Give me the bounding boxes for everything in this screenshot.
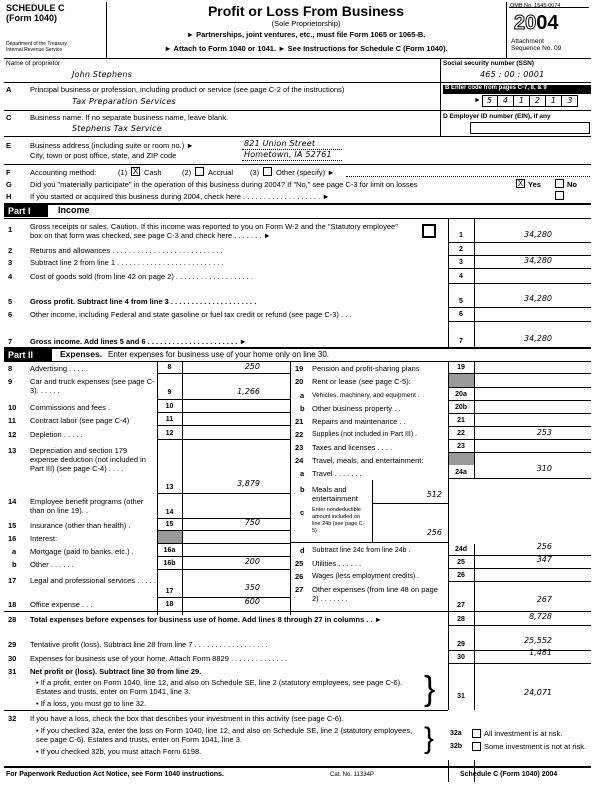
line-box-number: 19 (457, 364, 465, 371)
line-number: b (300, 485, 305, 494)
line-box-number: 1 (459, 232, 463, 239)
all-at-risk-label: All investment is at risk. (484, 729, 563, 738)
statutory-employee-checkbox[interactable] (422, 224, 436, 238)
business-profession[interactable]: Tax Preparation Services (72, 97, 176, 106)
line-box-number: 10 (165, 403, 174, 410)
line-number: 29 (8, 640, 17, 649)
line-box-number: 2 (459, 246, 463, 253)
cash-label: Cash (144, 168, 162, 177)
line-box-number: 31 (457, 693, 465, 700)
some-not-at-risk-label: Some investment is not at risk. (484, 742, 587, 751)
line-number: c (300, 508, 305, 517)
line-10-text: Commissions and fees . (30, 403, 111, 412)
option-3-label: (3) (250, 168, 260, 177)
tax-year (514, 12, 559, 35)
other-method-label: Other (specify) ► (276, 168, 335, 177)
line-24d-text: Subtract line 24c from line 24b . (312, 547, 411, 554)
line-24-text: Travel, meals, and entertainment: (312, 456, 424, 465)
line-c-letter: C (6, 113, 12, 122)
line-number: 11 (8, 416, 16, 425)
ssn-value[interactable]: 465 : 00 : 0001 (480, 70, 545, 79)
code-digit: 1 (514, 96, 530, 106)
line-3-text: Subtract line 2 from line 1 . . . . . . . . . . . . . . . . . . . . . . . . . . (30, 258, 224, 267)
brace: } (424, 722, 435, 755)
line-24c-text: Enter nondeductible amount included on line 24b (see page C-5) . (312, 507, 365, 534)
line-box-number: 13 (165, 484, 174, 491)
gross-receipts-amount[interactable]: 34,280 (524, 230, 552, 239)
line-box-number: 17 (165, 588, 174, 595)
gross-profit-amount[interactable]: 34,280 (524, 294, 552, 303)
line-number: 14 (8, 497, 17, 506)
line-7-text: Gross income. Add lines 5 and 6 . . . . . . . . . . . . . . . . . . . . . . ► (30, 337, 247, 346)
line-number: 20 (295, 377, 304, 386)
line-15-text: Insurance (other than health) . (30, 521, 131, 530)
line-19-text: Pension and profit-sharing plans (312, 364, 420, 373)
line-number: 12 (8, 430, 17, 439)
part-1-label: Part I (4, 205, 48, 217)
utilities-amount[interactable]: 347 (536, 555, 552, 564)
line-28-text: Total expenses before expenses for business use of home. Add lines 8 through 27 in columns . . ► (30, 615, 383, 624)
line-number: b (12, 560, 17, 569)
line-31-title: Net profit or (loss). Subtract line 30 from line 29. (30, 667, 202, 676)
line-box-number: 20a (455, 391, 467, 398)
catalog-number: Cat. No. 11334P (330, 772, 374, 778)
deductible-meals-amount[interactable]: 256 (536, 542, 552, 551)
line-box-number: 21 (457, 417, 465, 424)
legal-amount[interactable]: 350 (244, 583, 260, 592)
line-box-number: 24d (454, 546, 468, 553)
line-32-bullet-2: • If you checked 32b, you must attach Form 6198. (36, 747, 202, 756)
depreciation-amount[interactable]: 3,879 (237, 479, 260, 488)
part-2-title: Expenses. (60, 349, 103, 359)
code-digit: 4 (498, 96, 514, 106)
business-address[interactable]: 821 Union Street (244, 139, 316, 148)
line-a-label: Principal business or profession, including product or service (see page C-2 of the instructions) (30, 85, 345, 94)
line-number: 31 (8, 667, 17, 676)
year-prefix: 20 (514, 12, 537, 34)
line-box-number: 3 (459, 259, 463, 266)
line-number: 7 (8, 337, 13, 346)
part-2-subtitle: Enter expenses for business use of your home only on line 30. (108, 350, 330, 359)
line-23-text: Taxes and licenses . . . . (312, 443, 393, 452)
other-method-field[interactable] (346, 176, 590, 177)
line-number: a (300, 391, 305, 400)
line-24a-text: Travel . . . . . . . (312, 469, 362, 478)
header-note-1: ► Partnerships, joint ventures, etc., must file Form 1065 or 1065-B. (186, 30, 426, 39)
line-31-bullet-2: • If a loss, you must go to line 32. (36, 699, 147, 708)
started-question: If you started or acquired this business during 2004, check here . . . . . . . . . . . . . . . . . . . ► (30, 192, 330, 201)
line-1-text: Gross receipts or sales. Caution. If this income was reported to you on Form W-2 and the "Statutory employee" box on that form was checked, see page C-3 and check here . . . . . . . ► (30, 222, 398, 240)
line-g-letter: G (6, 180, 12, 189)
line-box-number: 23 (457, 443, 465, 450)
line-box-number: 7 (459, 338, 463, 345)
other-expenses-amount[interactable]: 267 (536, 595, 552, 604)
line-number: 16 (8, 534, 17, 543)
line-number: 27 (295, 585, 304, 594)
part-2-label: Part II (4, 349, 52, 361)
line-number: 15 (8, 521, 17, 530)
line-number: a (300, 469, 305, 478)
all-at-risk-checkbox[interactable] (472, 729, 481, 738)
line-box-number: 6 (459, 311, 463, 318)
line-e-label-2: City, town or post office, state, and ZIP code (30, 151, 177, 160)
tentative-profit-amount[interactable]: 25,552 (524, 636, 552, 645)
line-box-number: 9 (167, 389, 172, 396)
line-e-label-1: Business address (including suite or room no.) ► (30, 141, 194, 150)
line-12-text: Depletion . . . . . (30, 430, 83, 439)
line-number: 6 (8, 310, 13, 319)
insurance-amount[interactable]: 750 (244, 518, 260, 527)
line-number: a (12, 547, 17, 556)
line-box-number: 16b (163, 560, 176, 567)
net-profit-amount[interactable]: 24,071 (524, 688, 552, 697)
line-number: 32 (8, 714, 17, 723)
option-2-label: (2) (182, 168, 192, 177)
participate-question: Did you "materially participate" in the operation of this business during 2004? If "No," see page C-3 for limit on losses (30, 180, 418, 189)
nondeductible-amount[interactable]: 256 (426, 528, 442, 537)
accounting-method-label: Accounting method: (30, 168, 97, 177)
line-number: 8 (8, 364, 13, 373)
line-20b-text: Other business property . . (312, 404, 401, 413)
shaded-cell (158, 531, 182, 543)
line-17-text: Legal and professional services . . . . . (30, 576, 156, 585)
yes-label: Yes (528, 180, 541, 189)
line-14-text: Employee benefit programs (other than on line 19). . (30, 497, 144, 515)
line-26-text: Wages (less employment credits) . (312, 573, 420, 580)
footer-notice: For Paperwork Reduction Act Notice, see Form 1040 instructions. (6, 771, 224, 778)
line-number: 1 (8, 225, 13, 234)
form-label: (Form 1040) (6, 13, 58, 23)
other-interest-amount[interactable]: 200 (244, 557, 260, 566)
line-f-letter: F (6, 168, 11, 177)
ssn-label: Social security number (SSN) (443, 60, 535, 67)
supplies-amount[interactable]: 253 (536, 428, 552, 437)
line-box-number: 28 (457, 616, 465, 623)
line-box-number: 20b (454, 404, 468, 411)
line-number: 21 (295, 417, 304, 426)
line-32b-box: 32b (450, 743, 463, 750)
line-22-text: Supplies (not included in Part III) . (312, 431, 418, 438)
office-expense-amount[interactable]: 600 (244, 597, 260, 606)
line-number: 13 (8, 446, 17, 455)
line-number: 19 (295, 364, 304, 373)
line-number: 30 (8, 654, 17, 663)
line-box-number: 5 (459, 298, 463, 305)
line-box-number: 8 (167, 364, 172, 371)
line-box-number: 24a (455, 469, 467, 476)
meals-amount[interactable]: 512 (426, 490, 442, 499)
code-label: B Enter code from pages C-7, 8, & 9 (443, 85, 591, 94)
line-16b-text: Other . . . . . . (30, 560, 74, 569)
line-21-text: Repairs and maintenance . . (312, 417, 406, 426)
omb-number: OMB No. 1545-0074 (510, 3, 561, 9)
line-c-label: Business name. If no separate business name, leave blank. (30, 113, 229, 122)
accrual-checkbox[interactable] (195, 167, 204, 176)
code-digit: 5 (482, 96, 498, 106)
line-number: 22 (295, 430, 304, 439)
ein-label: D Employer ID number (EIN), if any (443, 113, 551, 120)
participate-yes-checkbox[interactable]: X (517, 179, 524, 188)
line-box-number: 25 (457, 559, 465, 566)
line-2-text: Returns and allowances . . . . . . . . . . . . . . . . . . . . . . . . . . . (30, 246, 223, 255)
line-number: 3 (8, 258, 13, 267)
brace: } (424, 670, 436, 708)
line-box-number: 12 (165, 430, 174, 437)
line-16-text: Interest: (30, 534, 58, 543)
line-box-number: 4 (459, 273, 463, 280)
shaded-cell (449, 453, 474, 465)
code-digit: 1 (546, 96, 562, 106)
header-note-2: ► Attach to Form 1040 or 1041. ► See Instructions for Schedule C (Form 1040). (164, 44, 448, 53)
line-number: 28 (8, 615, 17, 624)
ein-field[interactable] (470, 122, 590, 134)
line-16a-text: Mortgage (paid to banks, etc.) . (30, 547, 134, 556)
some-not-at-risk-checkbox[interactable] (472, 742, 481, 751)
proprietor-label: Name of proprietor (6, 60, 61, 67)
year-suffix: 04 (536, 12, 559, 34)
cash-checkbox[interactable]: X (132, 167, 139, 176)
line-box-number: 16a (163, 547, 176, 554)
line-number: 2 (8, 246, 13, 255)
line-a-letter: A (6, 85, 12, 94)
line-25-text: Utilities . . . . . . (312, 559, 362, 568)
started-checkbox[interactable] (555, 191, 564, 200)
line-number: 5 (8, 297, 13, 306)
line-box-number: 15 (165, 521, 174, 528)
line-29-text: Tentative profit (loss). Subtract line 28 from line 7 . . . . . . . . . . . . . . . . . . (30, 640, 268, 649)
line-h-letter: H (6, 192, 12, 201)
line-32a-box: 32a (450, 730, 462, 737)
line-box-number: 22 (457, 430, 465, 437)
line-20a-text: Vehicles, machinery, and equipment . (312, 392, 420, 399)
line-20-text: Rent or lease (see page C-5): (312, 377, 411, 386)
line-number: d (300, 546, 305, 555)
dept-label: Department of the Treasury (6, 41, 67, 47)
line-number: 23 (295, 443, 304, 452)
car-truck-amount[interactable]: 1,266 (237, 387, 260, 396)
line-number: 26 (295, 572, 304, 581)
sequence-label: Sequence No. 09 (511, 45, 562, 52)
line-box-number: 18 (165, 601, 174, 608)
code-arrow: ► (474, 97, 481, 104)
option-1-label: (1) (118, 168, 128, 177)
business-city[interactable]: Hometown, IA 52761 (244, 150, 332, 159)
line-box-number: 30 (457, 654, 465, 661)
part-1-title: Income (58, 205, 90, 215)
schedule-label: SCHEDULE C (6, 3, 65, 13)
other-method-checkbox[interactable] (263, 167, 272, 176)
page-title: Profit or Loss From Business (207, 3, 405, 19)
line-13-text: Depreciation and section 179 expense deduction (not included in Part III) (see page C-4) . . . . (30, 446, 146, 473)
attachment-label: Attachment (511, 38, 544, 45)
page-subtitle: (Sole Proprietorship) (271, 19, 341, 28)
line-9-text: Car and truck expenses (see page C-3). . . . . . (30, 377, 155, 395)
line-32-title: If you have a loss, check the box that describes your investment in this activity (see page C-6). (30, 714, 344, 723)
line-number: 10 (8, 403, 17, 412)
line-number: 17 (8, 576, 17, 585)
home-expense-amount[interactable]: 1,481 (529, 648, 552, 657)
participate-no-checkbox[interactable] (555, 179, 564, 188)
line-box-number: 27 (457, 602, 465, 609)
line-31-bullet-1: • If a profit, enter on Form 1040, line 12, and also on Schedule SE, line 2 (statutory employees, see page C-6). Estates and trusts, enter on Form 1041, line 3. (36, 678, 403, 696)
gross-income-amount[interactable]: 34,280 (524, 334, 552, 343)
line-24b-text: Meals and entertainment (312, 485, 358, 503)
line-number: b (300, 404, 305, 413)
line-number: 18 (8, 600, 17, 609)
line-18-text: Office expense . . . (30, 600, 93, 609)
line-number: 25 (295, 559, 304, 568)
code-digit: 3 (567, 96, 573, 105)
line-box-number: 11 (165, 416, 174, 423)
line-box-number: 29 (457, 641, 465, 648)
irs-label: Internal Revenue Service (6, 47, 63, 53)
line-e-letter: E (6, 141, 12, 150)
advertising-amount[interactable]: 250 (244, 362, 260, 371)
travel-amount[interactable]: 310 (536, 464, 552, 473)
line-number: 24 (295, 456, 304, 465)
line-5-text: Gross profit. Subtract line 4 from line 3 . . . . . . . . . . . . . . . . . . . . . (30, 297, 257, 306)
accrual-label: Accrual (208, 168, 234, 177)
line-8-text: Advertising . . . . . (30, 364, 88, 373)
footer-form-id: Schedule C (Form 1040) 2004 (460, 771, 558, 778)
line-6-text: Other income, including Federal and state gasoline or fuel tax credit or refund (see page C-3) . . . (30, 310, 352, 319)
no-label: No (567, 180, 577, 189)
line-3-amount[interactable]: 34,280 (524, 256, 552, 265)
line-number: 4 (8, 272, 13, 281)
line-11-text: Contract labor (see page C-4) (30, 416, 130, 425)
line-4-text: Cost of goods sold (from line 42 on page 2) . . . . . . . . . . . . . . . . . . . (30, 272, 254, 281)
shaded-cell (449, 374, 474, 387)
line-27-text: Other expenses (from line 48 on page 2) . . . . . . . (312, 585, 438, 603)
line-30-text: Expenses for business use of your home. Attach Form 8829 . . . . . . . . . . . . . . (30, 654, 288, 663)
line-32-bullet-1: • If you checked 32a, enter the loss on Form 1040, line 12, and also on Schedule SE, line 2 (statutory employees, see page C-6). Estates and trusts, enter on Form 1041, line 3. (36, 726, 413, 744)
line-number: 9 (8, 377, 13, 386)
line-box-number: 26 (457, 572, 465, 579)
code-digit: 2 (530, 96, 546, 106)
proprietor-name[interactable]: John Stephens (72, 70, 132, 79)
total-expenses-amount[interactable]: 8,728 (529, 612, 552, 621)
line-box-number: 14 (165, 509, 174, 516)
business-name[interactable]: Stephens Tax Service (72, 124, 162, 133)
